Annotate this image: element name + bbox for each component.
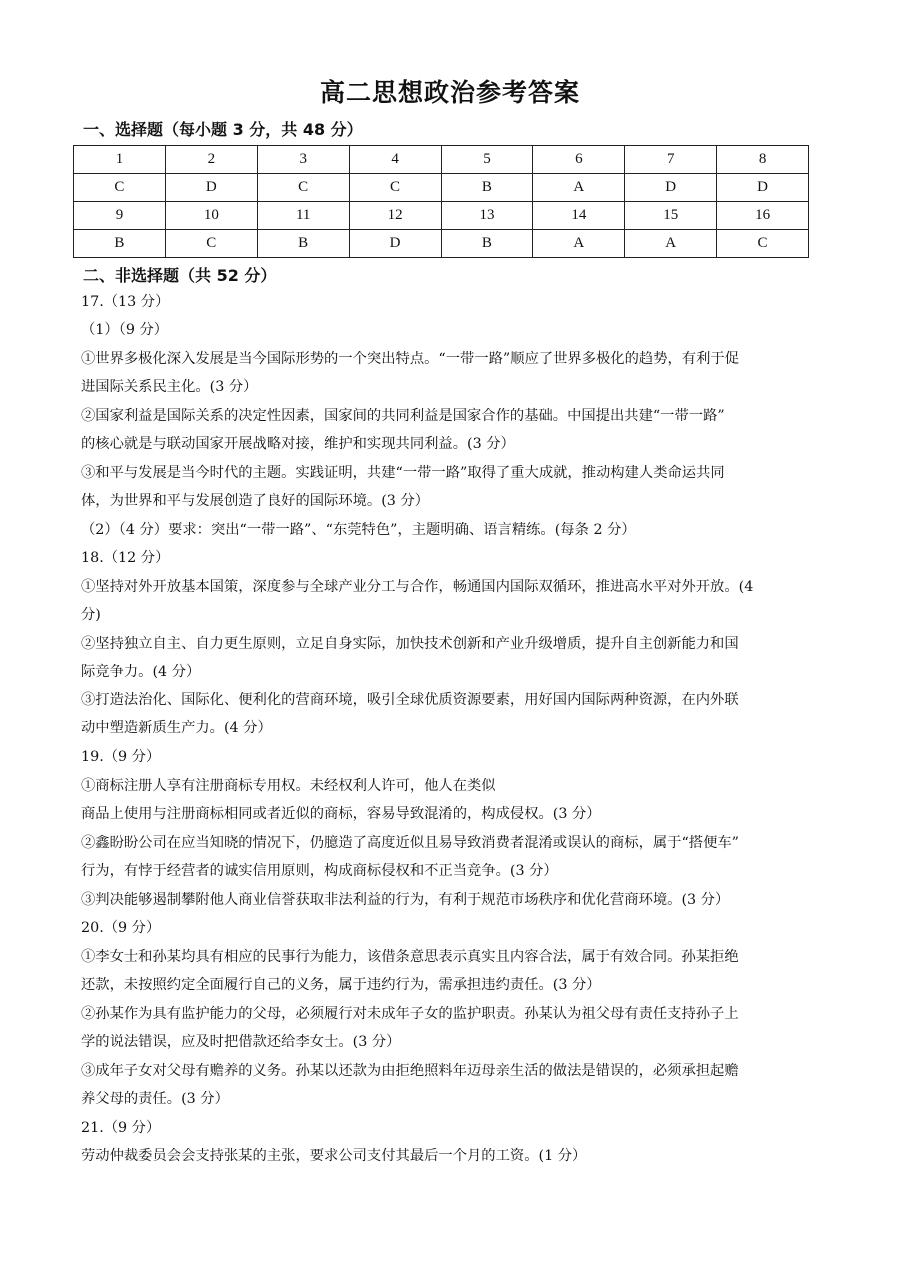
text-line: 还款，未按照约定全面履行自己的义务，属于违约行为，需承担违约责任。(3 分）	[81, 977, 601, 993]
answer-cell: C	[165, 230, 257, 258]
question-number-cell: 10	[165, 202, 257, 230]
question-number-cell: 8	[717, 146, 809, 174]
text-line: ②国家利益是国际关系的决定性因素，国家间的共同利益是国家合作的基础。中国提出共建“一带一路”	[81, 408, 725, 424]
text-line: 行为，有悖于经营者的诚实信用原则，构成商标侵权和不正当竞争。(3 分）	[81, 863, 558, 879]
text-line: 动中塑造新质生产力。(4 分）	[81, 720, 272, 736]
text-line: 养父母的责任。(3 分）	[81, 1091, 229, 1107]
text-line: ③判决能够遏制攀附他人商业信誉获取非法利益的行为，有利于规范市场秩序和优化营商环境。(3 分）	[81, 892, 730, 908]
answer-cell: A	[533, 230, 625, 258]
answer-cell: B	[74, 230, 166, 258]
text-line: ②坚持独立自主、自力更生原则，立足自身实际，加快技术创新和产业升级增质，提升自主创新能力和国	[81, 636, 739, 652]
question-number-cell: 9	[74, 202, 166, 230]
answer-cell: C	[349, 174, 441, 202]
question-number-cell: 13	[441, 202, 533, 230]
text-line: ③和平与发展是当今时代的主题。实践证明，共建“一带一路”取得了重大成就，推动构建人类命运共同	[81, 465, 725, 481]
text-line: 的核心就是与联动国家开展战略对接，维护和实现共同利益。(3 分）	[81, 436, 515, 452]
text-line: 20.（9 分）	[81, 920, 161, 936]
text-line: ②孙某作为具有监护能力的父母，必须履行对未成年子女的监护职责。孙某认为祖父母有责任支持孙子上	[81, 1006, 739, 1022]
question-number-cell: 7	[625, 146, 717, 174]
answer-cell: B	[257, 230, 349, 258]
text-line: ①李女士和孙某均具有相应的民事行为能力，该借条意思表示真实且内容合法，属于有效合同。孙某拒绝	[81, 949, 739, 965]
answer-cell: C	[74, 174, 166, 202]
text-line: 商品上使用与注册商标相同或者近似的商标，容易导致混淆的，构成侵权。(3 分）	[81, 806, 601, 822]
answer-cell: C	[717, 230, 809, 258]
question-number-row	[74, 202, 809, 230]
text-line: 21.（9 分）	[81, 1120, 161, 1136]
answer-cell: D	[165, 174, 257, 202]
text-line: （2）（4 分）要求：突出“一带一路”、“东莞特色”，主题明确、语言精练。(每条 2 分）	[81, 522, 636, 538]
question-number-cell: 6	[533, 146, 625, 174]
text-line: 分)	[81, 607, 101, 623]
question-number-cell: 5	[441, 146, 533, 174]
question-number-cell: 14	[533, 202, 625, 230]
question-number-cell: 16	[717, 202, 809, 230]
text-line: 劳动仲裁委员会会支持张某的主张，要求公司支付其最后一个月的工资。(1 分）	[81, 1148, 587, 1164]
answer-cell: D	[717, 174, 809, 202]
text-line: ①世界多极化深入发展是当今国际形势的一个突出特点。“一带一路”顺应了世界多极化的趋势，有利于促	[81, 351, 739, 367]
answer-row	[74, 230, 809, 258]
answer-cell: D	[349, 230, 441, 258]
answer-cell: A	[625, 230, 717, 258]
question-number-cell: 3	[257, 146, 349, 174]
answer-cell: D	[625, 174, 717, 202]
text-line: 际竞争力。(4 分）	[81, 664, 201, 680]
answer-row	[74, 174, 809, 202]
question-number-cell: 4	[349, 146, 441, 174]
question-number-cell: 15	[625, 202, 717, 230]
question-number-cell: 1	[74, 146, 166, 174]
text-line: ①商标注册人享有注册商标专用权。未经权利人许可，他人在类似	[81, 778, 496, 794]
text-line: 19.（9 分）	[81, 749, 161, 765]
question-number-cell: 11	[257, 202, 349, 230]
section-heading-choice: 一、选择题（每小题 3 分，共 48 分）	[83, 120, 363, 139]
text-line: 体，为世界和平与发展创造了良好的国际环境。(3 分）	[81, 493, 430, 509]
answer-cell: B	[441, 230, 533, 258]
answer-cell: C	[257, 174, 349, 202]
text-line: ①坚持对外开放基本国策，深度参与全球产业分工与合作，畅通国内国际双循环，推进高水平对外开放。(4	[81, 579, 754, 595]
text-line: ③打造法治化、国际化、便利化的营商环境，吸引全球优质资源要素，用好国内国际两种资源，在内外联	[81, 692, 739, 708]
question-number-cell: 2	[165, 146, 257, 174]
question-number-cell: 12	[349, 202, 441, 230]
section-heading-nonchoice: 二、非选择题（共 52 分）	[83, 266, 277, 285]
answer-cell: A	[533, 174, 625, 202]
text-line: ②鑫盼盼公司在应当知晓的情况下，仍臆造了高度近似且易导致消费者混淆或误认的商标，属于“搭便车”	[81, 835, 739, 851]
text-line: 18.（12 分）	[81, 550, 170, 566]
answer-table	[73, 145, 809, 258]
answer-cell: B	[441, 174, 533, 202]
text-line: ③成年子女对父母有赡养的义务。孙某以还款为由拒绝照料年迈母亲生活的做法是错误的，必须承担起赡	[81, 1063, 739, 1079]
question-number-row	[74, 146, 809, 174]
text-line: 进国际关系民主化。(3 分）	[81, 379, 258, 395]
page-title: 高二思想政治参考答案	[319, 78, 580, 107]
text-line: （1）（9 分）	[81, 322, 169, 338]
text-line: 17.（13 分）	[81, 294, 170, 310]
text-line: 学的说法错误，应及时把借款还给李女士。(3 分）	[81, 1034, 401, 1050]
